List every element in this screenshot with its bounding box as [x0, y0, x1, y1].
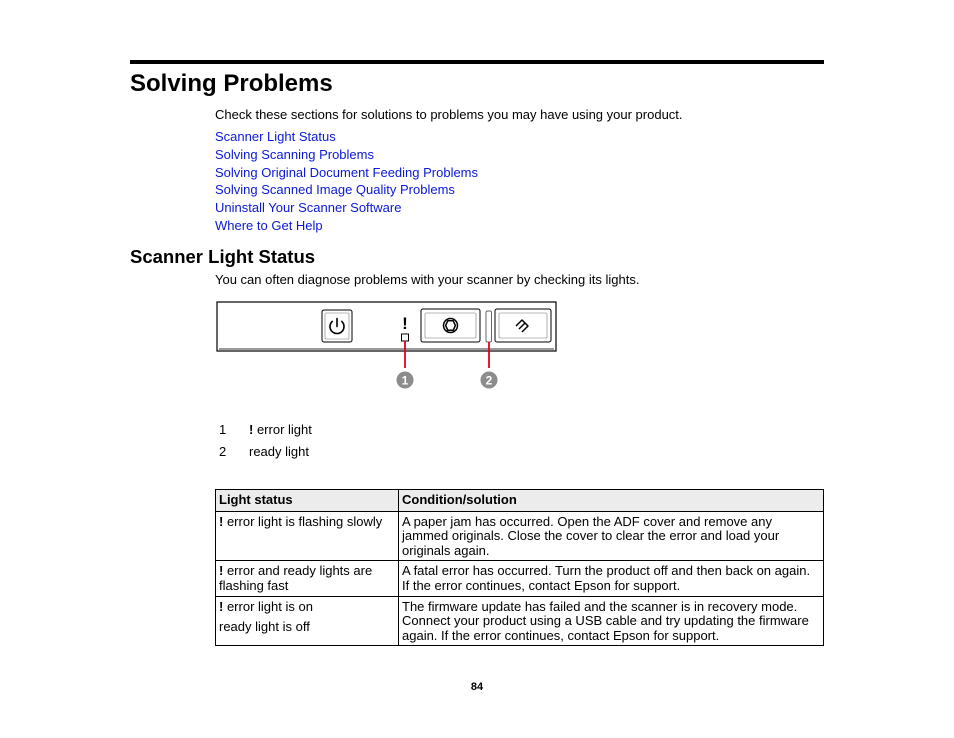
- callout-marker-1: [397, 372, 414, 389]
- link-item: [215, 146, 478, 164]
- header-condition-solution: Condition/solution: [399, 490, 824, 512]
- title-rule: [130, 60, 824, 64]
- link-item: [215, 128, 478, 146]
- ready-light: [486, 311, 492, 342]
- svg-text:1: 1: [401, 373, 409, 388]
- link-item: [215, 217, 478, 235]
- table-row: [216, 511, 824, 561]
- link-uninstall-software[interactable]: Uninstall Your Scanner Software: [215, 200, 402, 216]
- condition-cell: A fatal error has occurred. Turn the product off and then back on again. If the error continues, contact Epson for support.: [399, 561, 824, 596]
- table-row: [216, 561, 824, 596]
- svg-text:2: 2: [485, 373, 493, 388]
- section-intro: You can often diagnose problems with your scanner by checking its lights.: [215, 272, 640, 287]
- control-panel-figure: [214, 298, 560, 394]
- light-status-table: [215, 489, 824, 646]
- stop-button: [421, 309, 480, 342]
- link-solving-feeding-problems[interactable]: Solving Original Document Feeding Problems: [215, 164, 479, 180]
- status-cell: ! error light is on ready light is off: [216, 596, 399, 646]
- callout-number: 1: [219, 422, 227, 437]
- page-number: 84: [470, 681, 484, 693]
- error-glyph: !: [402, 314, 408, 333]
- start-button: [495, 309, 551, 342]
- intro-text: Check these sections for solutions to problems you may have using your product.: [215, 107, 683, 122]
- link-item: [215, 181, 478, 199]
- table-row: [216, 596, 824, 646]
- page-title: Solving Problems: [130, 70, 333, 97]
- link-item: [215, 199, 478, 217]
- callout-label: ! error light: [249, 422, 312, 437]
- section-links: [215, 128, 478, 235]
- section-title: Scanner Light Status: [130, 246, 316, 267]
- callout-number: 2: [219, 444, 227, 459]
- callout-list: [219, 422, 312, 466]
- header-light-status: Light status: [216, 490, 399, 512]
- status-cell: ! error and ready lights are flashing fast: [216, 561, 399, 596]
- callout-label: ready light: [249, 444, 309, 459]
- power-button: [322, 310, 352, 342]
- error-light: [402, 334, 409, 341]
- condition-cell: A paper jam has occurred. Open the ADF cover and remove any jammed originals. Close the cover to clear the error and load your originals again.: [399, 511, 824, 561]
- link-item: [215, 164, 478, 182]
- table-header-row: [216, 490, 824, 512]
- status-cell: ! error light is flashing slowly: [216, 511, 399, 561]
- link-solving-scanning-problems[interactable]: Solving Scanning Problems: [215, 146, 374, 162]
- link-where-to-get-help[interactable]: Where to Get Help: [215, 217, 323, 233]
- condition-cell: The firmware update has failed and the scanner is in recovery mode. Connect your product using a USB cable and try updating the firmware again. If the error continues, contact Epson for support.: [399, 596, 824, 646]
- link-solving-image-quality-problems[interactable]: Solving Scanned Image Quality Problems: [215, 182, 455, 198]
- callout-marker-2: [481, 372, 498, 389]
- link-scanner-light-status[interactable]: Scanner Light Status: [215, 129, 336, 144]
- callout-item: [219, 422, 312, 444]
- callout-item: [219, 444, 312, 466]
